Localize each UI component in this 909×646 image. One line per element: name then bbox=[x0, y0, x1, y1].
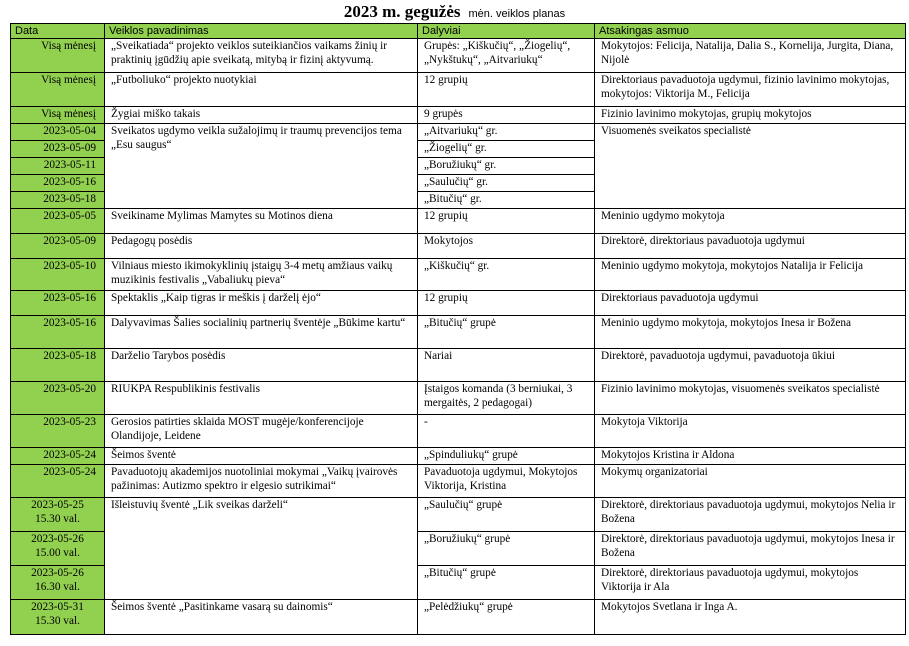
table-row bbox=[11, 73, 906, 107]
date-cell: 2023-05-11 bbox=[11, 158, 105, 175]
table-row bbox=[11, 415, 906, 448]
activity-cell: Gerosios patirties sklaida MOST mugėje/konferencijoje Olandijoje, Leidene bbox=[105, 415, 418, 448]
table-row bbox=[11, 448, 906, 465]
responsible-cell: Direktorė, pavaduotoja ugdymui, pavaduotoja ūkiui bbox=[595, 349, 906, 382]
header-participants: Dalyviai bbox=[418, 24, 595, 39]
activity-cell: Žygiai miško takais bbox=[105, 107, 418, 124]
date-value: 2023-05-26 bbox=[31, 567, 84, 579]
responsible-cell: Meninio ugdymo mokytoja bbox=[595, 209, 906, 234]
table-row bbox=[11, 316, 906, 349]
date-value: 2023-05-26 bbox=[31, 533, 84, 545]
date-cell: 2023-05-10 bbox=[11, 259, 105, 291]
table-row bbox=[11, 234, 906, 259]
activity-cell: „Sveikatiada“ projekto veiklos suteikiančios vaikams žinių ir praktinių įgūdžių apie sveikatą, mitybą ir fizinį aktyvumą. bbox=[105, 39, 418, 73]
date-cell: 2023-05-18 bbox=[11, 349, 105, 382]
table-row bbox=[11, 382, 906, 415]
responsible-cell: Direktorė, direktoriaus pavaduotoja ugdymui bbox=[595, 234, 906, 259]
activity-cell: „Futboliuko“ projekto nuotykiai bbox=[105, 73, 418, 107]
time-value: 15.30 val. bbox=[35, 615, 80, 627]
responsible-cell: Mokytojos: Felicija, Natalija, Dalia S., Kornelija, Jurgita, Diana, Nijolė bbox=[595, 39, 906, 73]
participants-cell: Pavaduotoja ugdymui, Mokytojos Viktorija, Kristina bbox=[418, 465, 595, 498]
participants-cell: „Bitučių“ gr. bbox=[418, 192, 595, 209]
date-cell: 2023-05-23 bbox=[11, 415, 105, 448]
participants-cell: „Saulučių“ grupė bbox=[418, 498, 595, 532]
date-cell: 2023-05-04 bbox=[11, 124, 105, 141]
date-cell: 2023-05-16 bbox=[11, 291, 105, 316]
participants-cell: „Bitučių“ grupė bbox=[418, 566, 595, 600]
table-row bbox=[11, 209, 906, 234]
date-cell: 2023-05-16 bbox=[11, 316, 105, 349]
date-cell: 2023-05-09 bbox=[11, 141, 105, 158]
participants-cell: Nariai bbox=[418, 349, 595, 382]
table-row bbox=[11, 465, 906, 498]
date-value: 2023-05-25 bbox=[31, 499, 84, 511]
date-cell: 2023-05-18 bbox=[11, 192, 105, 209]
participants-cell: „Pelėdžiukų“ grupė bbox=[418, 600, 595, 635]
participants-cell: Grupės: „Kiškučių“, „Žiogelių“, „Nykštukų“, „Aitvariukų“ bbox=[418, 39, 595, 73]
responsible-cell: Mokymų organizatoriai bbox=[595, 465, 906, 498]
table-header-row bbox=[11, 24, 906, 39]
participants-cell: „Boružiukų“ grupė bbox=[418, 532, 595, 566]
table-row bbox=[11, 259, 906, 291]
table-row bbox=[11, 291, 906, 316]
date-cell: 2023-05-24 bbox=[11, 465, 105, 498]
table-row bbox=[11, 124, 906, 141]
participants-cell: „Kiškučių“ gr. bbox=[418, 259, 595, 291]
participants-cell: „Aitvariukų“ gr. bbox=[418, 124, 595, 141]
date-cell: 2023-05-20 bbox=[11, 382, 105, 415]
responsible-cell: Meninio ugdymo mokytoja, mokytojos Inesa ir Božena bbox=[595, 316, 906, 349]
responsible-cell: Mokytojos Svetlana ir Inga A. bbox=[595, 600, 906, 635]
participants-cell: 9 grupės bbox=[418, 107, 595, 124]
activity-cell: Šeimos šventė „Pasitinkame vasarą su dainomis“ bbox=[105, 600, 418, 635]
time-value: 15.30 val. bbox=[35, 513, 80, 525]
activity-cell: Vilniaus miesto ikimokyklinių įstaigų 3-4 metų amžiaus vaikų muzikinis festivalis „Vabaliukų pieva“ bbox=[105, 259, 418, 291]
table-row bbox=[11, 600, 906, 635]
time-value: 16.30 val. bbox=[35, 581, 80, 593]
activity-cell: Šeimos šventė bbox=[105, 448, 418, 465]
participants-cell: 12 grupių bbox=[418, 291, 595, 316]
participants-cell: „Boružiukų“ gr. bbox=[418, 158, 595, 175]
responsible-cell: Mokytoja Viktorija bbox=[595, 415, 906, 448]
responsible-cell: Meninio ugdymo mokytoja, mokytojos Natalija ir Felicija bbox=[595, 259, 906, 291]
activity-cell: Darželio Tarybos posėdis bbox=[105, 349, 418, 382]
table-row bbox=[11, 39, 906, 73]
date-cell: 2023-05-05 bbox=[11, 209, 105, 234]
date-cell: 2023-05-24 bbox=[11, 448, 105, 465]
participants-cell: „Spinduliukų“ grupė bbox=[418, 448, 595, 465]
responsible-cell: Direktorė, direktoriaus pavaduotoja ugdymui, mokytojos Nelia ir Božena bbox=[595, 498, 906, 532]
activity-cell: Sveikatos ugdymo veikla sužalojimų ir traumų prevencijos tema „Esu saugus“ bbox=[105, 124, 418, 209]
title-sub: mėn. veiklos planas bbox=[468, 8, 566, 20]
participants-cell: Mokytojos bbox=[418, 234, 595, 259]
responsible-cell: Direktoriaus pavaduotoja ugdymui, fizinio lavinimo mokytojas, mokytojos: Viktorija M., Felicija bbox=[595, 73, 906, 107]
responsible-cell: Direktoriaus pavaduotoja ugdymui bbox=[595, 291, 906, 316]
activity-cell: Pedagogų posėdis bbox=[105, 234, 418, 259]
time-value: 15.00 val. bbox=[35, 547, 80, 559]
activity-plan-table bbox=[10, 23, 906, 635]
date-cell bbox=[11, 566, 105, 600]
title-main: 2023 m. gegužės bbox=[343, 2, 461, 21]
responsible-cell: Direktorė, direktoriaus pavaduotoja ugdymui, mokytojos Viktorija ir Ala bbox=[595, 566, 906, 600]
table-row bbox=[11, 349, 906, 382]
date-value: 2023-05-31 bbox=[31, 601, 84, 613]
date-cell: 2023-05-16 bbox=[11, 175, 105, 192]
date-cell bbox=[11, 532, 105, 566]
responsible-cell: Mokytojos Kristina ir Aldona bbox=[595, 448, 906, 465]
responsible-cell: Fizinio lavinimo mokytojas, grupių mokytojos bbox=[595, 107, 906, 124]
date-cell: 2023-05-09 bbox=[11, 234, 105, 259]
participants-cell: „Saulučių“ gr. bbox=[418, 175, 595, 192]
table-row bbox=[11, 107, 906, 124]
participants-cell: Įstaigos komanda (3 berniukai, 3 mergaitės, 2 pedagogai) bbox=[418, 382, 595, 415]
responsible-cell: Direktorė, direktoriaus pavaduotoja ugdymui, mokytojos Inesa ir Božena bbox=[595, 532, 906, 566]
date-cell bbox=[11, 498, 105, 532]
participants-cell: „Bitučių“ grupė bbox=[418, 316, 595, 349]
activity-cell: Pavaduotojų akademijos nuotoliniai mokymai „Vaikų įvairovės pažinimas: Autizmo spektro ir elgesio sutrikimai“ bbox=[105, 465, 418, 498]
responsible-cell: Fizinio lavinimo mokytojas, visuomenės sveikatos specialistė bbox=[595, 382, 906, 415]
date-cell: Visą mėnesį bbox=[11, 39, 105, 73]
date-cell bbox=[11, 600, 105, 635]
header-activity: Veiklos pavadinimas bbox=[105, 24, 418, 39]
responsible-cell: Visuomenės sveikatos specialistė bbox=[595, 124, 906, 209]
header-responsible: Atsakingas asmuo bbox=[595, 24, 906, 39]
participants-cell: „Žiogelių“ gr. bbox=[418, 141, 595, 158]
participants-cell: 12 grupių bbox=[418, 73, 595, 107]
document-title bbox=[0, 2, 909, 22]
participants-cell: 12 grupių bbox=[418, 209, 595, 234]
participants-cell: - bbox=[418, 415, 595, 448]
activity-cell: Dalyvavimas Šalies socialinių partnerių šventėje „Būkime kartu“ bbox=[105, 316, 418, 349]
activity-cell: RIUKPA Respublikinis festivalis bbox=[105, 382, 418, 415]
table-row bbox=[11, 498, 906, 532]
date-cell: Visą mėnesį bbox=[11, 73, 105, 107]
date-cell: Visą mėnesį bbox=[11, 107, 105, 124]
header-date: Data bbox=[11, 24, 105, 39]
activity-cell: Išleistuvių šventė „Lik sveikas darželi“ bbox=[105, 498, 418, 600]
activity-cell: Sveikiname Mylimas Mamytes su Motinos diena bbox=[105, 209, 418, 234]
activity-cell: Spektaklis „Kaip tigras ir meškis į darželį ėjo“ bbox=[105, 291, 418, 316]
